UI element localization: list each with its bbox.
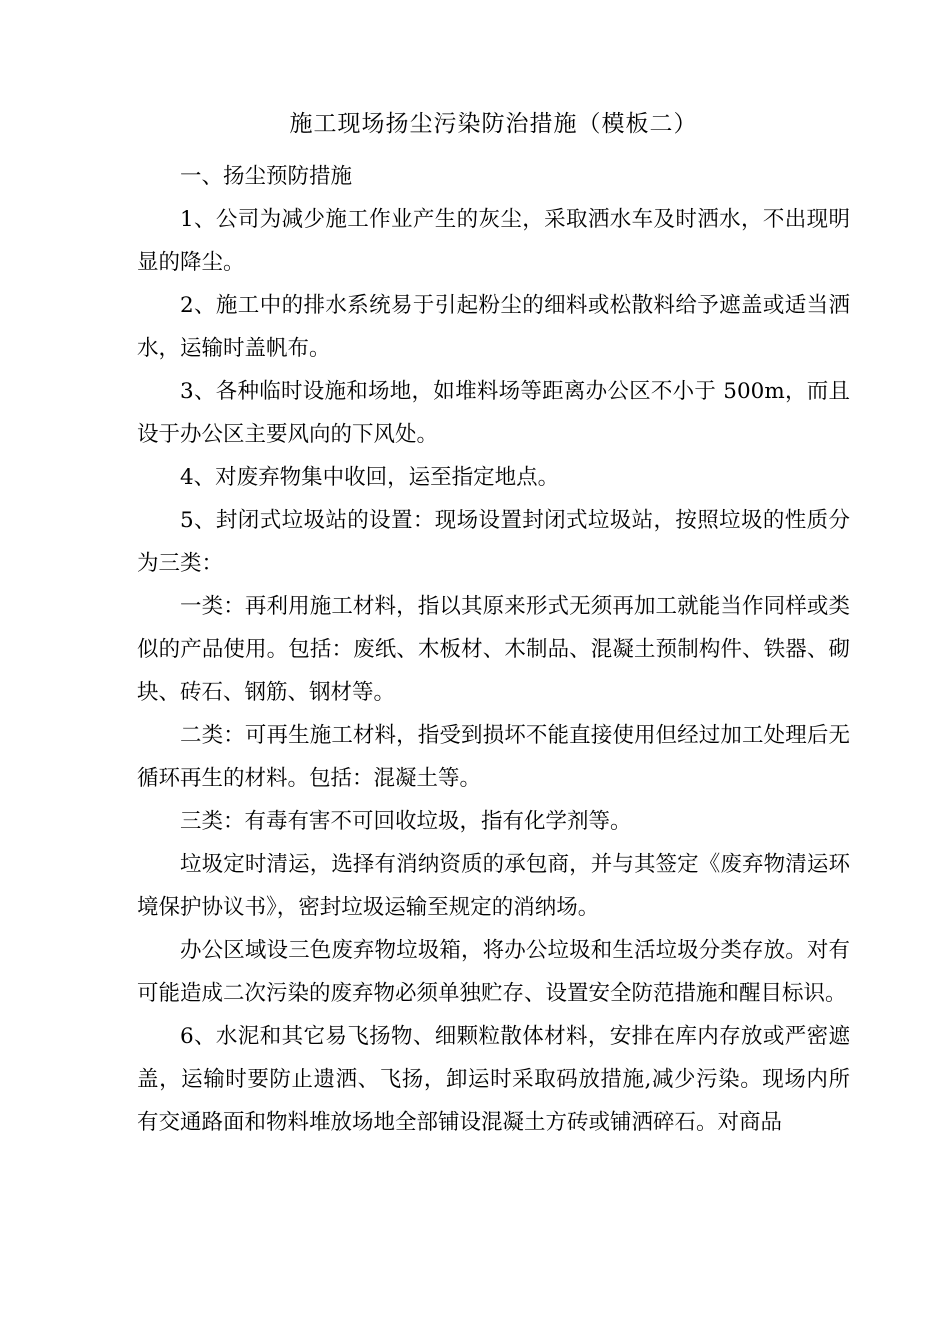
document-title: 施工现场扬尘污染防治措施（模板二） xyxy=(289,111,698,137)
paragraph-item-3: 3、各种临时设施和场地，如堆料场等距离办公区不小于 500m，而且设于办公区主要风向的下风处。 xyxy=(137,379,850,447)
paragraph-category-2: 二类：可再生施工材料，指受到损坏不能直接使用但经过加工处理后无循环再生的材料。包括：混凝土等。 xyxy=(137,723,850,791)
document-body xyxy=(137,155,850,1144)
paragraph-item-1: 1、公司为减少施工作业产生的灰尘，采取洒水车及时洒水，不出现明显的降尘。 xyxy=(137,207,850,275)
paragraph-item-4: 4、对废弃物集中收回，运至指定地点。 xyxy=(180,465,560,490)
paragraph-category-3: 三类：有毒有害不可回收垃圾，指有化学剂等。 xyxy=(180,809,632,834)
paragraph-category-1: 一类：再利用施工材料，指以其原来形式无须再加工就能当作同样或类似的产品使用。包括：废纸、木板材、木制品、混凝土预制构件、铁器、砌块、砖石、钢筋、钢材等。 xyxy=(137,594,850,705)
paragraph-item-6: 6、水泥和其它易飞扬物、细颗粒散体材料，安排在库内存放或严密遮盖，运输时要防止遗洒、飞扬，卸运时采取码放措施,减少污染。现场内所有交通路面和物料堆放场地全部铺设混凝土方砖或铺洒碎石。对商品 xyxy=(137,1024,850,1135)
paragraph-garbage-removal: 垃圾定时清运，选择有消纳资质的承包商，并与其签定《废弃物清运环境保护协议书》，密封垃圾运输至规定的消纳场。 xyxy=(137,852,850,920)
paragraph-office-bins: 办公区域设三色废弃物垃圾箱，将办公垃圾和生活垃圾分类存放。对有可能造成二次污染的废弃物必须单独贮存、设置安全防范措施和醒目标识。 xyxy=(137,938,850,1006)
paragraph-item-2: 2、施工中的排水系统易于引起粉尘的细料或松散料给予遮盖或适当洒水，运输时盖帆布。 xyxy=(137,293,850,361)
paragraph-item-5: 5、封闭式垃圾站的设置：现场设置封闭式垃圾站，按照垃圾的性质分为三类： xyxy=(137,508,850,576)
section-heading-dust-prevention: 一、扬尘预防措施 xyxy=(180,164,353,189)
